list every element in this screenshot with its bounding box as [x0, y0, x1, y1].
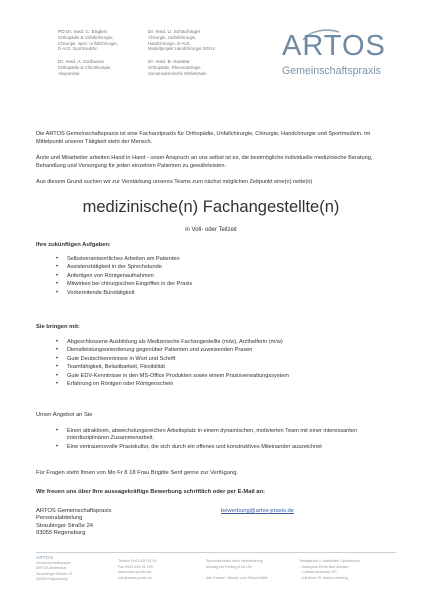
- postal-address: [36, 508, 112, 538]
- artos-logo: [282, 28, 400, 80]
- doctor-gorbunov: [58, 60, 112, 76]
- list-item: • Gute EDV-Kenntnisse in den MS-Office Produkten sowie einem Praxisverwaltungssystem: [56, 372, 289, 380]
- doctor-specialty: Akupunktur: [58, 70, 80, 76]
- list-item: • Gute Deutschkenntnisse in Wort und Schrift: [56, 355, 289, 363]
- doctor-specialty: Handchirurgie, D-Arzt,: [148, 40, 191, 46]
- intro-paragraph-2: Ärzte und Mitarbeiter arbeiten Hand in Hand - unser Anspruch an uns selbst ist es, die bestmögliche individuelle medizinische Beratung, Behandlung und Versorgung für jeden einzelnen Patienten zu gewährleisten.: [36, 155, 373, 169]
- doctor-name: Dr. med. B. Koester: [148, 60, 190, 65]
- footer-line: Alle Kassen, Berufs- und Schulunfälle: [206, 575, 268, 580]
- doctor-specialty: Orthopädie, Rheumatologie,: [148, 65, 202, 71]
- doctor-name: Dr. med. A. Gorbunov: [58, 60, 105, 65]
- footer-column-address: [36, 555, 72, 583]
- logo-subtitle: Gemeinschaftspraxis: [282, 65, 381, 77]
- contact-note: Für Fragen steht Ihnen von Mo Fr 8 18 Frau Brigitte Senf gerne zur Verfügung.: [36, 470, 239, 476]
- email-link[interactable]: bewerbung@artos-praxis.de: [221, 508, 294, 514]
- list-item: • Teamfähigkeit, Belastbarkeit, Flexibilität: [56, 363, 289, 371]
- address-line: 93055 Regensburg: [36, 530, 86, 537]
- doctor-specialty: Sonomedizinische Wirbelsäule: [148, 70, 207, 76]
- list-item: • Anfertigen von Röntgenaufnahmen: [56, 272, 192, 280]
- skills-list: [56, 338, 289, 388]
- intro-paragraph-3: Aus diesem Grund suchen wir zur Verstärkung unseres Teams zum nächst möglichen Zeitpunkt eine(n) nette(n): [36, 179, 313, 185]
- footer-line: Fax 0941 630 91 199: [118, 564, 153, 569]
- footer-line: Gemeinschaftspraxis: [36, 560, 71, 565]
- footer-column-contact: [118, 559, 157, 581]
- skills-title: Sie bringen mit:: [36, 324, 80, 330]
- list-item: • Assistenztätigkeit in der Sprechstunde: [56, 263, 192, 271]
- list-item: • Selbstverantwortliches Arbeiten am Patienten: [56, 255, 192, 263]
- list-item: • Einen attraktiven, abwechslungsreichen Arbeitsplatz in einem dynamischen, motivierten Team mit einer interessanten interdisziplinären Zusammenarbeit.: [56, 428, 366, 442]
- list-item: • Mitwirken bei chirurgischen Eingriffen in der Praxis: [56, 280, 192, 288]
- doctor-specialty: Modellprojekt Handchirurgie DGUV: [148, 45, 216, 51]
- footer-line: - Klinikum St. Marien Amberg: [300, 575, 348, 580]
- doctor-englert: [58, 30, 118, 51]
- intro-paragraph-1: Die ARTOS Gemeinschaftspraxis ist eine Facharztpraxis für Orthopädie, Unfallchirurgie, Chirurgie, Handchirurgie und Sportmedizin. Im Mittelpunkt unserer Tätigkeit steht der Mensch.: [36, 131, 371, 145]
- doctor-specialty: Chirurgie, Unfallchirurgie,: [148, 35, 197, 41]
- address-line: Personalabteilung: [36, 515, 83, 522]
- footer-line: Sprechstunden nach Vereinbarung: [206, 559, 263, 563]
- footer-line: 93055 Regensburg: [36, 577, 68, 582]
- offer-list: [56, 428, 366, 454]
- doctor-specialty: Orthopädie & Unfallchirurgie,: [58, 35, 114, 41]
- job-title: medizinische(n) Fachangestellte(n): [82, 198, 340, 216]
- tasks-list: [56, 255, 192, 297]
- address-line: Straubinger Straße 24: [36, 522, 94, 529]
- footer-brand: ARTOS: [36, 555, 54, 560]
- footer-line: Telefon 0941 630 91 00: [118, 559, 157, 563]
- footer-line: - Caritas Ambulant OP: [300, 570, 337, 575]
- address-line: ARTOS Gemeinschaftspraxis: [36, 508, 112, 514]
- doctor-specialty: Orthopädie & Chirotherapie,: [58, 65, 112, 71]
- list-item: • Vorbereitende Bürotätigkeit: [56, 289, 192, 297]
- footer-column-clinics: [300, 559, 360, 581]
- list-item: • Dienstleistungsorientierung gegenüber Patienten und zuweisenden Praxen: [56, 346, 289, 354]
- footer-divider: [36, 552, 396, 553]
- logo-wordmark: ARTOS: [282, 30, 386, 62]
- tasks-title: Ihre zukünftigen Aufgaben:: [36, 242, 111, 248]
- footer-line: Straubinger Straße 24: [36, 571, 73, 576]
- footer-line[interactable]: info@artos-praxis.de: [118, 575, 153, 580]
- footer-column-hours: [206, 559, 268, 581]
- doctor-specialty: Chirurgie, spez. Unfallchirurgie,: [58, 40, 118, 46]
- footer-line: ARTOS-Ärztehaus: [36, 566, 67, 571]
- offer-title: Unser Angebot an Sie: [36, 412, 93, 418]
- doctor-name: PD Dr. med. C. Englert: [58, 30, 107, 35]
- doctor-specialty: D-Arzt, Sportmedizin: [58, 45, 98, 51]
- doctor-koester: [148, 60, 207, 76]
- apply-note: Wir freuen uns über Ihre aussagekräftige Bewerbung schriftlich oder per E-Mail an:: [36, 489, 265, 495]
- list-item: • Erfahrung im Röntgen oder Röntgenschein: [56, 380, 289, 388]
- doctor-name: Dr. med. U. Schächinger: [148, 30, 201, 35]
- footer-line: - Asklepios Klinik Bad Abbach: [300, 564, 349, 569]
- list-item: • Abgeschlossene Ausbildung als Medizinische Fachangestellte (m/w), Arzthelferin (m/w): [56, 338, 289, 346]
- doctor-schaechinger: [148, 30, 215, 51]
- list-item: • Eine vertrauensvolle Praxiskultur, die sich durch ein offenes und konstruktives Miteinander auszeichnet: [56, 444, 366, 451]
- footer-line: Montag bis Freitag 8-18 Uhr: [206, 564, 252, 569]
- footer-line: Belegärzte u. stationäre Operationen: [300, 559, 361, 563]
- footer-line[interactable]: www.artos-praxis.de: [118, 570, 152, 575]
- job-subtitle: in Voll- oder Teilzeit: [185, 227, 237, 233]
